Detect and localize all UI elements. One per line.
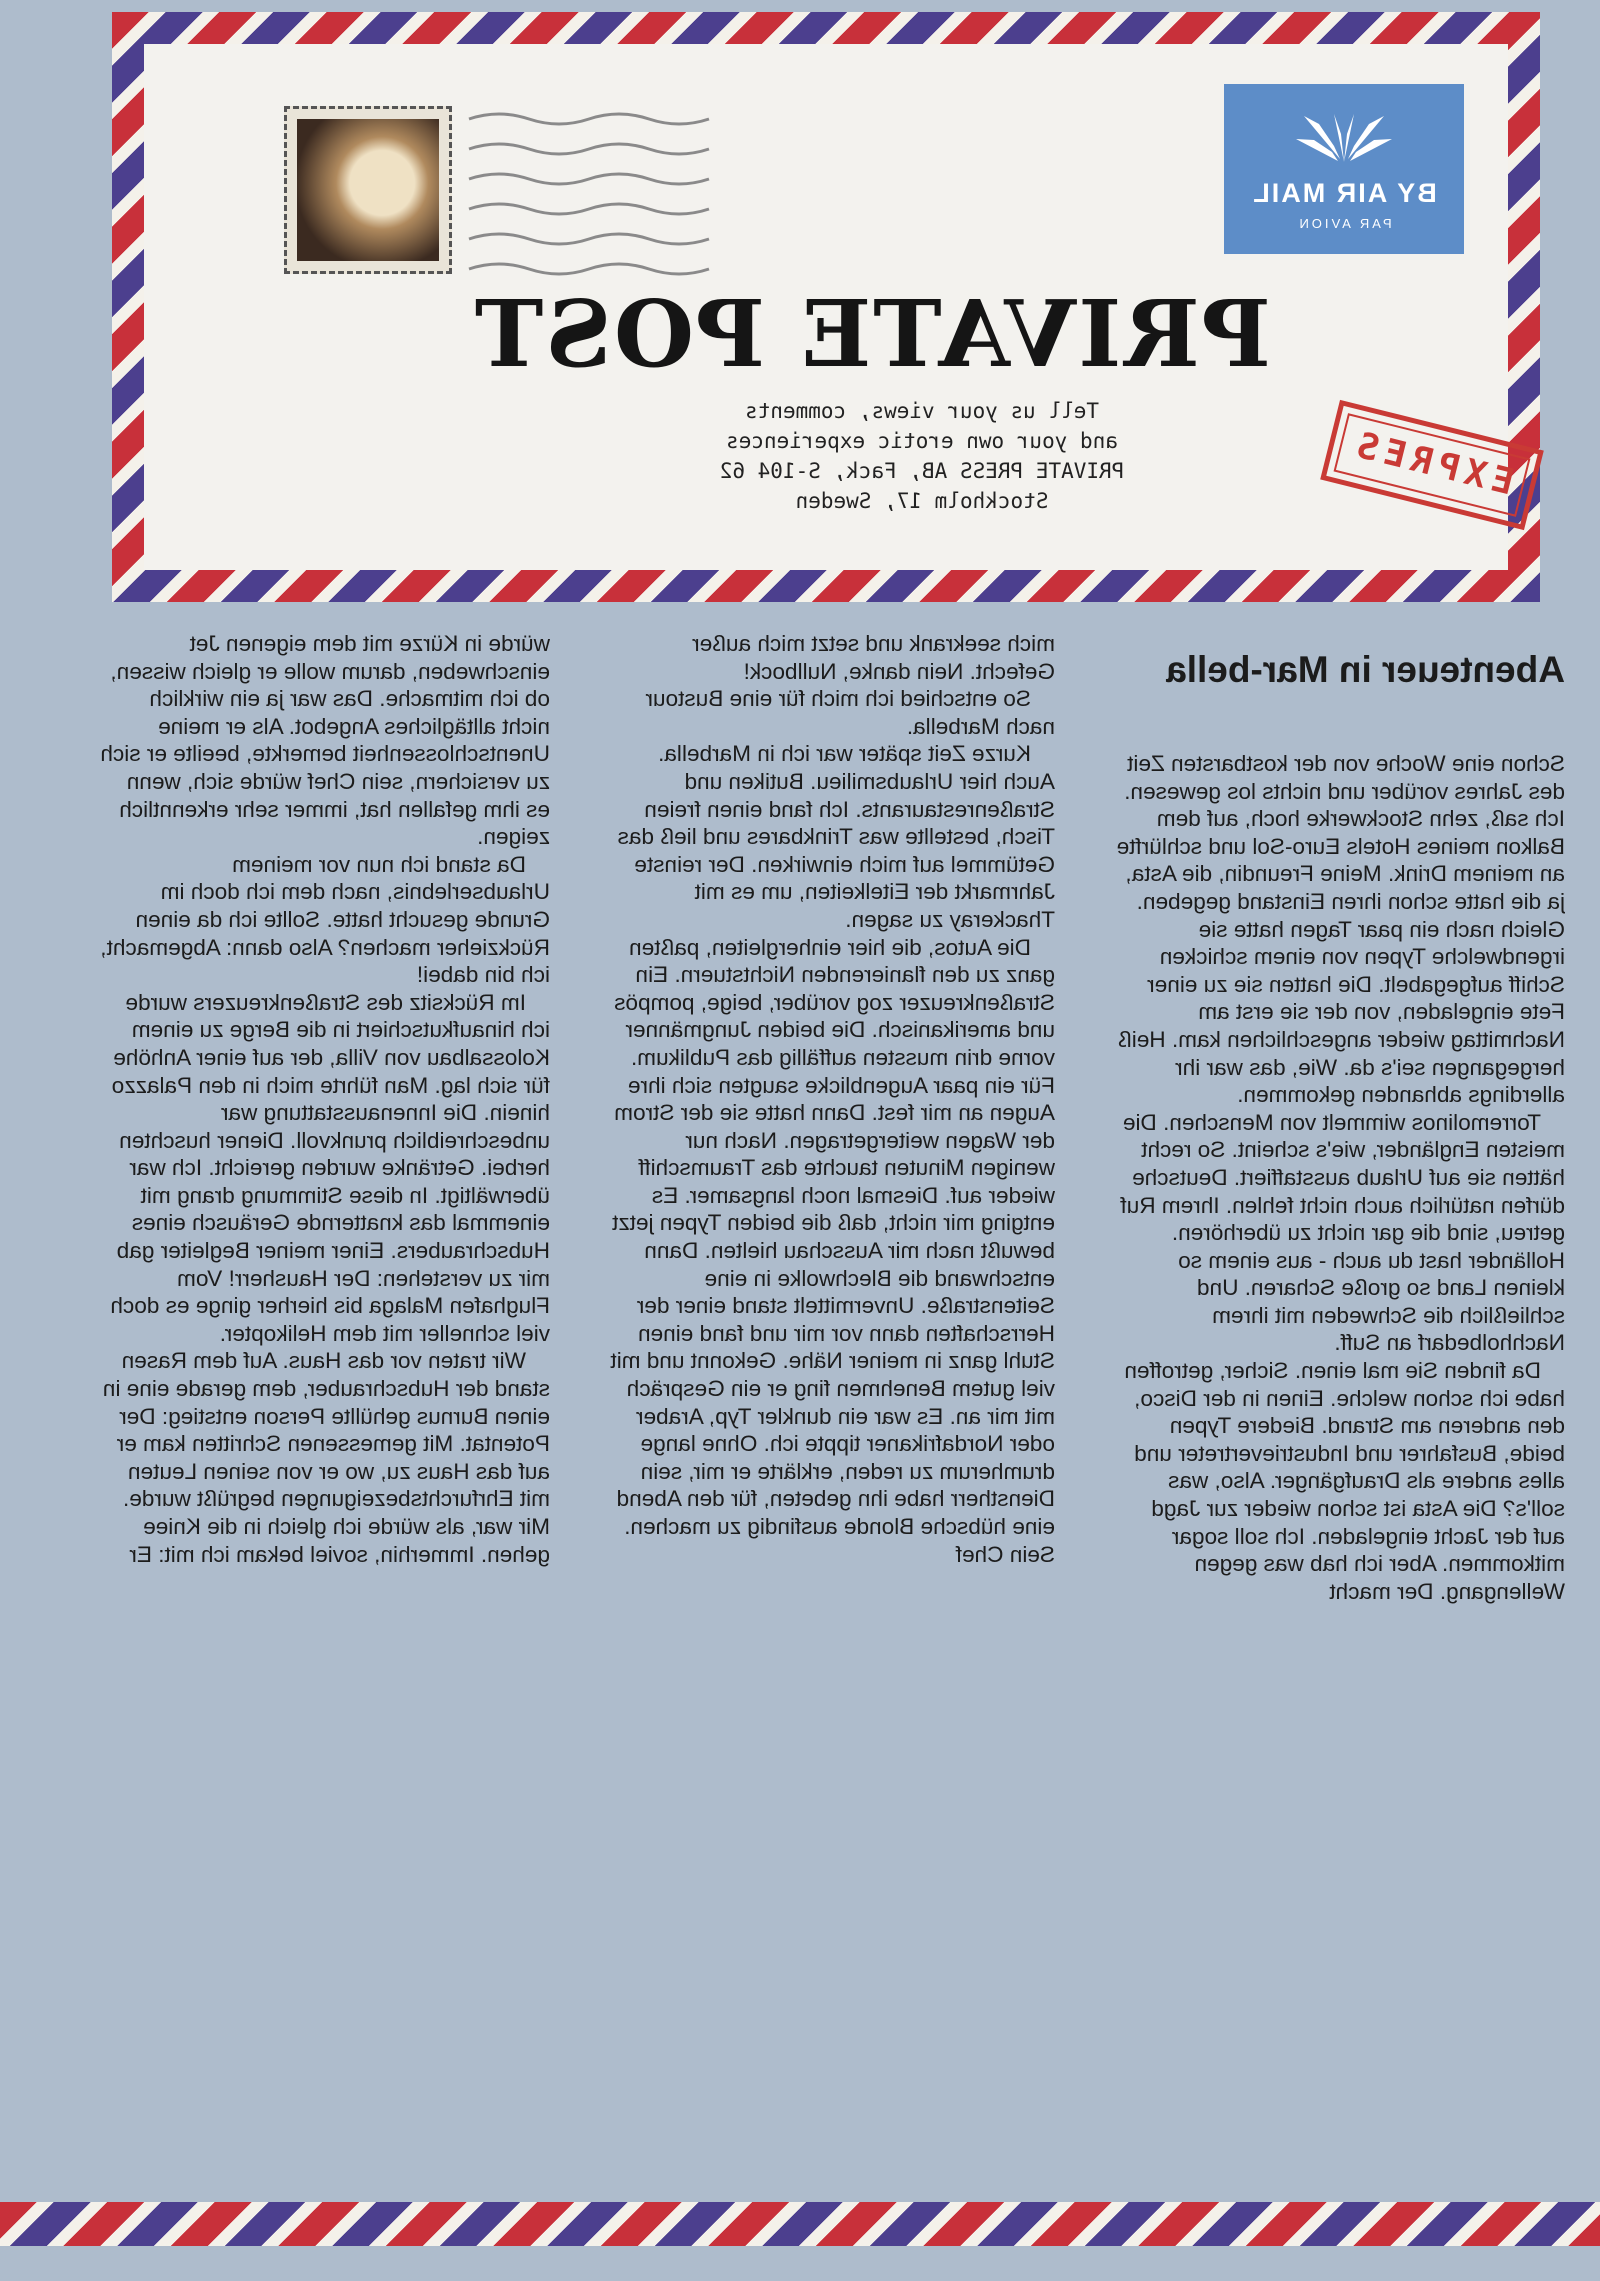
paragraph: Im Rücksitz des Straßenkreuzers wurde ich hinaufkutschiert in die Berge zu einem Kolossalbau von Villa, der auf einer Anhöhe für sich lag. Man führte mich in den Palazzo hinein. Die Innenausstattung war unbeschreiblich prunkvoll. Diener huschten herbei. Getränke wurden gereicht. Ich war überwältigt. In diese Stimmung drang mit einemmal das knatternde Geräusch eines Hubschraubers. Einer meiner Begleiter gab mir zu verstehen: Der Hausherr! Vom Flughafen Malaga bis hierher ginge es doch viel schneller mit dem Helikopter. [110,989,550,1346]
express-stamp: EXPRES [1320,400,1544,530]
paragraph: Torremolinos wimmelt von Menschen. Die meisten Engländer, wie's scheint. So recht hätten sie auf Urlaub ausstaffiert. Deutsche dürfen natürlich auch nicht fehlen. Ihrem Ruf getreu, sind die gar nicht zu überhören. Holländer hast du auch - aus einem so kleinen Land so große Scharen. Und schließlich die Schweden mit ihrem Nachholbedarf an Suff. [1120,1109,1565,1356]
address-line: Stockholm 17, Sweden [795,489,1049,513]
par-avion-text: PAR AVION [1296,216,1392,231]
paragraph: Da finden Sie mal einen. Sicher, getroffen habe ich schon welche. Einen in der Disco, den anderen am Strand. Biedere Typen beide, Busfahrer und Industrievertreter und alles andere als Draufgänger. Also, was soll's? Die Asta ist schon wieder zur Jagd auf der Jacht eingeladen. Ich soll sogar mitkommen. Aber ich hab was gegen Wellengang. Der macht [1124,1358,1565,1604]
air-mail-text: BY AIR MAIL [1251,178,1437,208]
article-column-3 [100,630,550,2175]
page-title: PRIVATE POST [472,280,1272,388]
paragraph: Schon eine Woche von der kostbarsten Zeit des Jahres vorüber und nichts los gewesen. Ich saß, zehn Stockwerke hoch, auf dem Balkon meines Hotels Euro-Sol und schlürfte an meinem Drink. Meine Freundin, die Asta, ja die hatte schon ihren Einstand gegeben. Gleich nach ein paar Tagen hatte sie irgendwelche Typen von einem schicken Schiff aufgegabelt. Die hatten sie zu einer Fete eingeladen, von der sie erst am Nachmittag wieder angeschlichen kam. Heiß hergegangen sei's da. Wie, das war ihr allerdings abhanden gekommen. [1116,751,1565,1108]
stamp-photo [297,119,439,261]
article [95,630,1565,2175]
article-column-1 [1115,630,1565,2175]
address-line: Tell us your views, comments [745,399,1100,423]
wings-icon [1294,104,1394,164]
submission-address [632,396,1212,516]
paragraph: Die Autos, die hier einhergleiten, paßten ganz zu den flanierenden Nichtstuern. Ein Straßenkreuzer zog vorüber, beige, pompös und amerikanisch. Die beiden Jungmänner vorne drin mussten auffällig das Publikum. Für ein paar Augenblicke saugten sich ihre Augen an mir fest. Dann hatte sie der Strom der Wagen weitergetragen. Nach nur wenigen Minuten tauchte das Traumschiff wieder auf. Diesmal noch langsamer. Es entging mir nicht, daß die beiden Typen jetzt bewußt nach mir Ausschau hielten. Dann entschwand die Blechwolke in eine Seitenstraße. Unvermittelt stand einer der Herrschaften dann vor mir und fand einen Stuhl ganz in meiner Nähe. Gekonnt und mit viel gutem Benehmen fing er ein Gespräch mit mir an. Es war ein dunkler Typ, Araber oder Nordafrikaner tippte ich. Ohne lange drumherum zu reden, erklärte er mir, sein Dienstherr habe ihn gebeten, für den Abend eine hübsche Blonde ausfindig zu machen. Sein Chef [610,934,1055,1567]
postage-stamp [284,106,452,274]
article-column-2 [605,630,1055,2175]
airmail-envelope [112,12,1540,602]
paragraph: Da stand ich nun vor meinem Urlaubserlebnis, nach dem ich doch im Grunde gesucht hatte. Sollte ich da einen Rückzieher machen? Also dann: Abgemacht, ich bin dabei! [100,851,550,988]
paragraph: Wir traten vor das Haus. Auf dem Rasen stand der Hubschrauber, dem gerade eine in einen Burnus gehüllte Person entstieg: Der Potentat. Mit gemessenen Schritten kam er auf das Haus zu, wo er von seinen Leuten mit Ehrfurchtsbezeigungen begrüßt wurde. Mir war, als würde ich gleich in die Kniee gehen. Immerhin, soviel bekam ich mit: Er [102,1348,550,1567]
postmark-wavy-lines [464,104,714,304]
paragraph: Kurze Zeit später war ich in Marbella. Auch hier Urlaubsmilieu. Butiken und Straßenrestaurants. Ich fand einen freien Tisch, bestellte was Trinkbares und ließ das Getümmel auf mich einwirken. Der reinste Jahrmarkt der Eitelkeiten, um es mit Thackeray zu sagen. [617,741,1055,932]
airmail-bottom-border [0,2202,1600,2246]
paragraph: mich seekrank und setzt mich außer Gefecht. Nein danke, Nullbock! [692,631,1055,684]
article-headline: Abenteuer in Mar-bella [1166,649,1565,690]
paragraph: So entschied ich mich für eine Bustour nach Marbella. [645,686,1055,739]
address-line: PRIVATE PRESS AB, Fack, S-104 62 [719,459,1125,483]
paragraph: würde in Kürze mit dem eigenen Jet einschweben, darum wolle er gleich wissen, ob ich mitmache. Das war ja ein wirklich nicht alltägliches Angebot. Als er meine Unentschlossenheit bemerkte, beeilte er sich zu versichern, sein Chef würde sich, wenn es ihm gefallen hat, immer sehr erkenntlich zeigen. [100,631,550,850]
address-line: and your own erotic experiences [726,429,1118,453]
air-mail-label [1224,84,1464,254]
